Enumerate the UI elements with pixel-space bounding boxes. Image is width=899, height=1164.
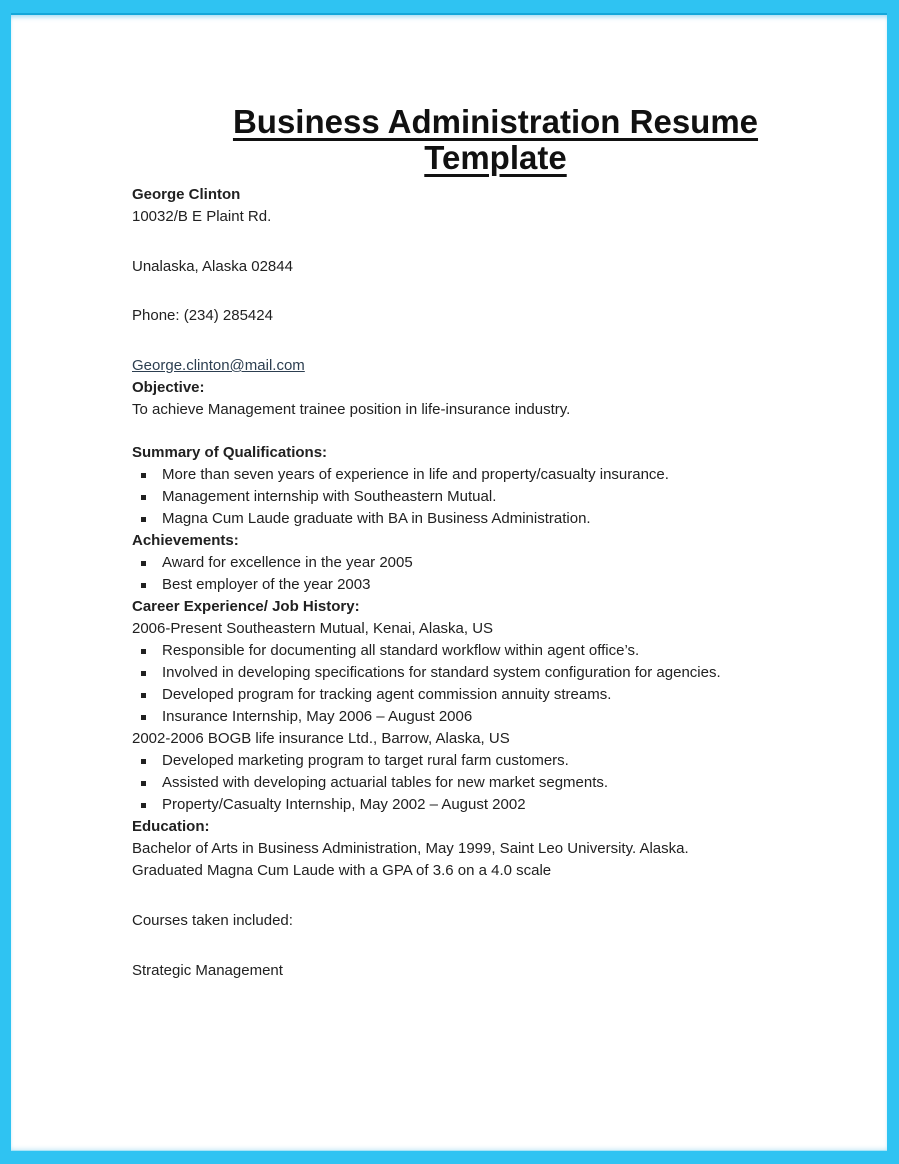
contact-street: 10032/B E Plaint Rd.	[132, 208, 272, 225]
bullet-icon	[141, 561, 146, 566]
list-item-text: Magna Cum Laude graduate with BA in Business Administration.	[162, 510, 591, 527]
list-item	[132, 640, 859, 662]
bullet-icon	[141, 759, 146, 764]
resume-page	[11, 13, 887, 1151]
achievements-list	[132, 552, 859, 596]
email-link[interactable]: George.clinton@mail.com	[132, 357, 305, 374]
list-item-text: Developed program for tracking agent commission annuity streams.	[162, 686, 612, 703]
education-gpa: Graduated Magna Cum Laude with a GPA of 3.6 on a 4.0 scale	[132, 862, 552, 879]
job2-list	[132, 750, 859, 816]
list-item-text: Responsible for documenting all standard workflow within agent office’s.	[162, 642, 640, 659]
bullet-icon	[141, 715, 146, 720]
list-item	[132, 772, 859, 794]
contact-city: Unalaska, Alaska 02844	[132, 258, 293, 275]
list-item	[132, 662, 859, 684]
job-title-line: 2002-2006 BOGB life insurance Ltd., Barrow, Alaska, US	[132, 730, 510, 747]
list-item	[132, 552, 859, 574]
list-item	[132, 794, 859, 816]
bullet-icon	[141, 583, 146, 588]
list-item-text: Award for excellence in the year 2005	[162, 554, 413, 571]
contact-name: George Clinton	[132, 186, 241, 203]
list-item	[132, 508, 859, 530]
page-title-line1: Business Administration Resume	[232, 103, 759, 140]
list-item-text: Assisted with developing actuarial tables for new market segments.	[162, 774, 609, 791]
bullet-icon	[141, 803, 146, 808]
list-item	[132, 486, 859, 508]
contact-phone: Phone: (234) 285424	[132, 307, 273, 324]
summary-heading: Summary of Qualifications:	[132, 444, 328, 461]
education-heading: Education:	[132, 818, 210, 835]
list-item	[132, 750, 859, 772]
resume-content	[132, 15, 859, 982]
list-item	[132, 464, 859, 486]
objective-text: To achieve Management trainee position in life-insurance industry.	[132, 401, 571, 418]
list-item-text: Management internship with Southeastern Mutual.	[162, 488, 497, 505]
page-title-line2: Template	[424, 139, 567, 176]
course-item: Strategic Management	[132, 962, 283, 979]
bullet-icon	[141, 781, 146, 786]
bullet-icon	[141, 693, 146, 698]
career-heading: Career Experience/ Job History:	[132, 598, 360, 615]
education-degree: Bachelor of Arts in Business Administration, May 1999, Saint Leo University. Alaska.	[132, 840, 689, 857]
list-item-text: Insurance Internship, May 2006 – August 2006	[162, 708, 473, 725]
bullet-icon	[141, 517, 146, 522]
bullet-icon	[141, 495, 146, 500]
bullet-icon	[141, 671, 146, 676]
bullet-icon	[141, 473, 146, 478]
job-title-line: 2006-Present Southeastern Mutual, Kenai, Alaska, US	[132, 620, 494, 637]
list-item-text: Developed marketing program to target rural farm customers.	[162, 752, 569, 769]
list-item-text: Best employer of the year 2003	[162, 576, 371, 593]
courses-intro: Courses taken included:	[132, 912, 293, 929]
summary-list	[132, 464, 859, 530]
achievements-heading: Achievements:	[132, 532, 239, 549]
list-item	[132, 706, 859, 728]
list-item-text: Involved in developing specifications for standard system configuration for agencies.	[162, 664, 721, 681]
page-title	[132, 104, 859, 176]
list-item-text: Property/Casualty Internship, May 2002 – August 2002	[162, 796, 526, 813]
contact-email-row	[132, 355, 859, 377]
list-item-text: More than seven years of experience in life and property/casualty insurance.	[162, 466, 669, 483]
list-item	[132, 684, 859, 706]
objective-heading: Objective:	[132, 379, 205, 396]
bullet-icon	[141, 649, 146, 654]
job1-list	[132, 640, 859, 728]
list-item	[132, 574, 859, 596]
